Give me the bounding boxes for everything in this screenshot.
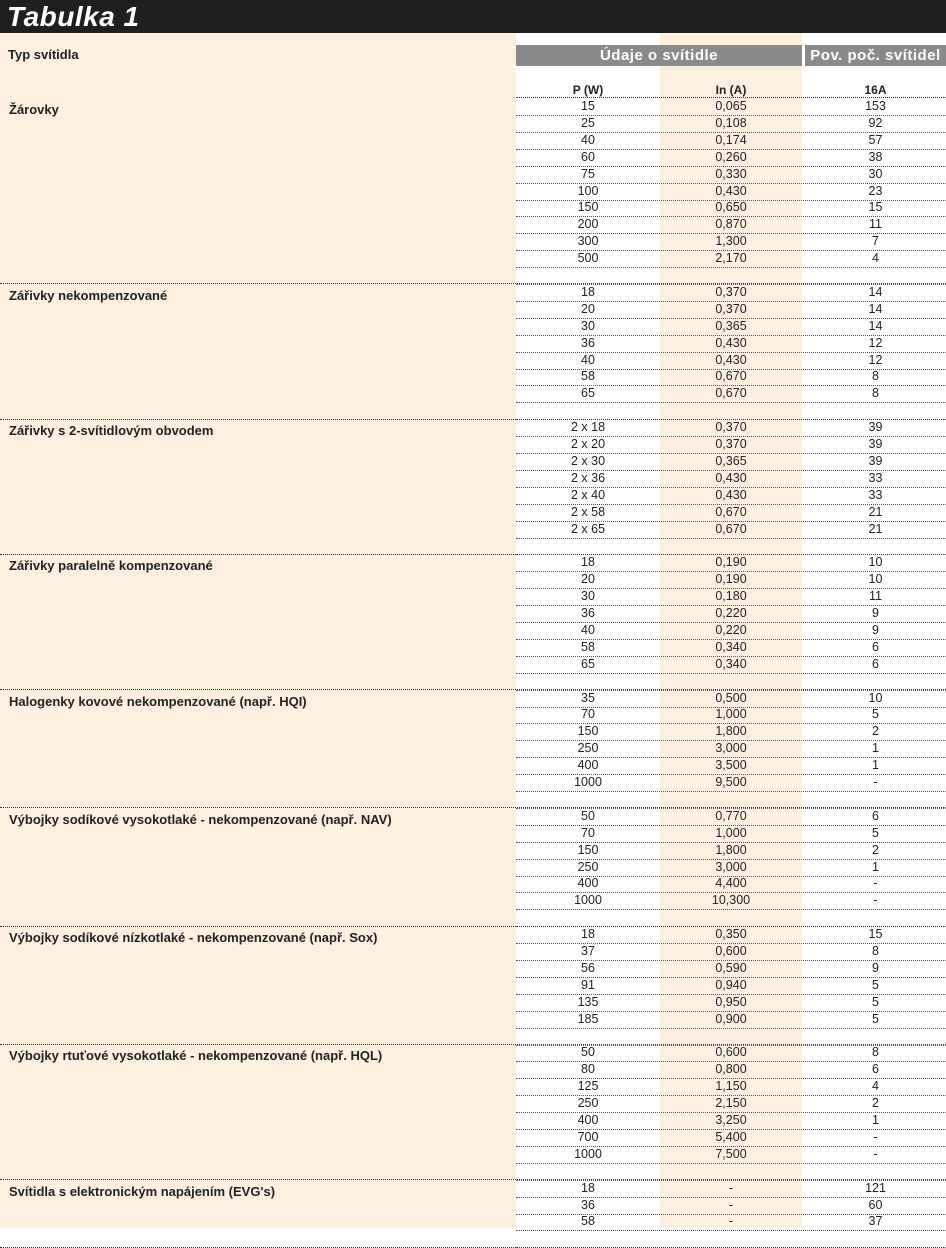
table-row	[516, 757, 946, 775]
cell-power: 50	[581, 1045, 595, 1060]
cell-power: 250	[577, 1096, 599, 1111]
cell-power: 135	[577, 994, 599, 1009]
table-row	[516, 335, 946, 353]
table-row	[516, 690, 946, 708]
table-row	[516, 926, 946, 944]
cell-power: 18	[581, 927, 595, 942]
table-row	[516, 166, 946, 184]
cell-current: 0,670	[715, 386, 747, 401]
table-row	[516, 639, 946, 657]
cell-count: 8	[872, 386, 879, 401]
cell-power: 2 x 20	[570, 437, 606, 451]
table-row	[516, 318, 946, 336]
cell-count: 10	[868, 555, 883, 570]
cell-current: 0,370	[715, 301, 747, 316]
cell-current: 0,370	[715, 437, 747, 451]
table-row	[516, 1146, 946, 1164]
table-row	[516, 774, 946, 792]
table-row	[516, 250, 946, 268]
cell-count: 33	[868, 470, 883, 485]
cell-count: 1	[872, 1113, 879, 1127]
cell-count: 5	[872, 977, 879, 992]
cell-power: 37	[581, 944, 595, 958]
cell-count: -	[873, 876, 878, 891]
cell-power: 100	[577, 183, 599, 198]
cell-power: 36	[581, 606, 595, 620]
cell-power: 18	[581, 555, 595, 570]
spacer-row	[516, 402, 946, 420]
cell-count: -	[873, 775, 878, 789]
table-row	[516, 605, 946, 623]
table-row	[516, 943, 946, 961]
cell-count: 12	[868, 352, 883, 367]
cell-power: 65	[581, 656, 595, 671]
table-row	[516, 301, 946, 319]
cell-count: 8	[872, 369, 879, 384]
spacer-row	[516, 909, 946, 927]
group-label: Výbojky sodíkové vysokotlaké - nekompenzované (např. NAV)	[9, 811, 392, 827]
cell-power: 700	[577, 1129, 599, 1144]
cell-power: 250	[577, 741, 599, 756]
cell-count: 14	[868, 318, 883, 333]
spacer-row	[516, 1163, 946, 1181]
cell-power: 2 x 58	[570, 504, 606, 519]
group-label: Halogenky kovové nekompenzované (např. HQI)	[9, 693, 307, 709]
cell-current: 0,340	[715, 656, 747, 671]
table-row	[516, 1061, 946, 1079]
table-row	[516, 1078, 946, 1096]
cell-current: 0,190	[715, 555, 747, 570]
cell-count: -	[873, 893, 878, 908]
cell-current: 0,590	[715, 960, 747, 975]
cell-current: 0,430	[715, 183, 747, 198]
spacer-row	[516, 673, 946, 691]
cell-count: 2	[872, 724, 879, 739]
cell-current: 3,500	[715, 758, 747, 773]
table-row	[516, 1197, 946, 1215]
cell-current: 9,500	[715, 775, 747, 789]
cell-count: 9	[872, 622, 879, 637]
group-label: Zářivky paralelně kompenzované	[9, 558, 213, 574]
cell-current: 0,108	[715, 115, 747, 130]
cell-power: 2 x 65	[570, 521, 606, 536]
cell-current: 10,300	[711, 893, 751, 908]
cell-count: 8	[872, 944, 879, 958]
cell-count: 92	[868, 115, 883, 130]
cell-power: 40	[581, 622, 595, 637]
table-title: Tabulka 1	[7, 1, 140, 32]
cell-power: 15	[581, 99, 595, 113]
cell-count: 5	[872, 994, 879, 1009]
table-row	[516, 115, 946, 133]
table-row	[516, 892, 946, 910]
cell-count: 153	[865, 99, 886, 113]
cell-power: 200	[577, 217, 599, 232]
cell-current: 0,430	[715, 335, 747, 350]
cell-current: 0,340	[715, 639, 747, 654]
column-header-16a: 16A	[864, 83, 887, 97]
cell-count: 6	[872, 656, 879, 671]
cell-count: 30	[868, 166, 883, 181]
cell-current: 0,670	[715, 369, 747, 384]
table-row	[516, 622, 946, 640]
table-row	[516, 706, 946, 724]
table-row	[516, 1112, 946, 1130]
group-label: Svítidla s elektronickým napájením (EVG's)	[9, 1183, 276, 1199]
cell-count: 21	[868, 521, 883, 536]
cell-count: 60	[868, 1197, 883, 1212]
cell-current: 0,800	[715, 1062, 747, 1077]
cell-count: 57	[868, 132, 883, 147]
cell-power: 400	[577, 876, 599, 891]
cell-current: -	[728, 1214, 734, 1229]
cell-count: 39	[868, 437, 883, 451]
cell-current: 0,500	[715, 690, 747, 705]
cell-current: 5,400	[715, 1129, 747, 1144]
cell-power: 65	[581, 386, 595, 401]
cell-current: 0,940	[715, 977, 747, 992]
cell-current: 1,150	[715, 1079, 747, 1094]
cell-count: 1	[872, 741, 879, 756]
cell-power: 18	[581, 1180, 595, 1195]
cell-current: 0,365	[715, 318, 747, 333]
cell-count: 1	[872, 859, 879, 874]
table-row	[516, 521, 946, 539]
cell-power: 50	[581, 808, 595, 823]
group-label: Zářivky s 2-svítidlovým obvodem	[9, 423, 214, 439]
cell-current: 0,350	[715, 927, 747, 942]
table-row	[516, 723, 946, 741]
table-row	[516, 453, 946, 471]
spacer-row	[516, 791, 946, 809]
cell-power: 2 x 40	[570, 487, 606, 502]
cell-power: 1000	[574, 775, 602, 789]
cell-current: -	[728, 1180, 734, 1195]
cell-count: 14	[868, 284, 883, 299]
cell-power: 30	[581, 318, 595, 333]
cell-current: 2,150	[715, 1096, 747, 1111]
cell-count: 11	[869, 589, 882, 604]
cell-power: 400	[577, 758, 599, 773]
cell-current: 0,220	[715, 622, 747, 637]
cell-count: 5	[872, 825, 879, 840]
cell-current: 0,330	[715, 166, 747, 181]
cell-power: 40	[581, 352, 595, 367]
cell-count: 10	[868, 690, 883, 705]
table-row	[516, 385, 946, 403]
cell-current: 0,180	[715, 589, 747, 604]
spacer-row	[516, 537, 946, 555]
table-row	[516, 368, 946, 386]
cell-current: 0,600	[715, 944, 747, 958]
cell-count: 9	[872, 606, 879, 620]
cell-count: 4	[872, 1079, 879, 1094]
cell-count: 38	[868, 149, 883, 164]
table-row	[516, 470, 946, 488]
cell-power: 400	[577, 1113, 599, 1127]
table-row	[516, 859, 946, 877]
cell-current: 0,870	[715, 217, 747, 232]
cell-current: 0,430	[715, 352, 747, 367]
column-header-current: In (A)	[715, 83, 747, 97]
cell-current: 2,170	[715, 251, 747, 266]
cell-power: 2 x 18	[570, 420, 606, 435]
cell-current: 0,430	[715, 487, 747, 502]
cell-count: 6	[872, 639, 879, 654]
spacer-row	[516, 1028, 946, 1046]
cell-current: 0,370	[715, 420, 747, 435]
table-row	[516, 436, 946, 454]
table-row	[516, 284, 946, 302]
table-row	[516, 994, 946, 1012]
cell-count: 6	[872, 808, 879, 823]
cell-count: 12	[868, 335, 883, 350]
cell-count: 11	[869, 217, 882, 232]
cell-current: 0,670	[715, 521, 747, 536]
cell-count: 21	[868, 504, 883, 519]
cell-current: 1,800	[715, 842, 747, 857]
table-row	[516, 132, 946, 150]
cell-current: 1,000	[715, 825, 747, 840]
table-row	[516, 842, 946, 860]
cell-count: 8	[872, 1045, 879, 1060]
table-row	[516, 588, 946, 606]
header-allowed-count: Pov. poč. svítidel	[805, 45, 946, 66]
cell-power: 75	[581, 166, 595, 181]
cell-current: 0,365	[715, 453, 747, 468]
cell-current: 0,670	[715, 504, 747, 519]
table-row	[516, 977, 946, 995]
title-bar	[0, 0, 946, 33]
cell-power: 30	[581, 589, 595, 604]
group-label: Zářivky nekompenzované	[9, 287, 168, 303]
table-row	[516, 352, 946, 370]
cell-count: 5	[872, 707, 879, 722]
cell-power: 36	[581, 335, 595, 350]
cell-current: 0,650	[715, 200, 747, 215]
table-row	[516, 960, 946, 978]
table-row	[516, 183, 946, 201]
cell-power: 2 x 30	[570, 453, 606, 468]
table-row	[516, 1044, 946, 1062]
spacer-row	[516, 1230, 946, 1248]
cell-current: 0,190	[715, 572, 747, 587]
table-row	[516, 419, 946, 437]
cell-count: -	[873, 1129, 878, 1144]
cell-count: 6	[872, 1062, 879, 1077]
cell-count: 10	[868, 572, 883, 587]
cell-count: 2	[872, 842, 879, 857]
cell-current: 0,600	[715, 1045, 747, 1060]
table-row	[516, 233, 946, 251]
table-row	[516, 199, 946, 217]
cell-current: 1,000	[715, 707, 747, 722]
cell-power: 500	[577, 251, 599, 266]
cell-current: 0,065	[715, 99, 747, 113]
table-row	[516, 808, 946, 826]
cell-power: 80	[581, 1062, 595, 1077]
cell-power: 20	[581, 301, 595, 316]
cell-count: 7	[872, 234, 879, 249]
cell-current: 0,770	[715, 808, 747, 823]
cell-current: 0,900	[715, 1011, 747, 1026]
cell-power: 56	[581, 960, 595, 975]
cell-power: 1000	[574, 893, 602, 908]
cell-count: 9	[872, 960, 879, 975]
table-row	[516, 1213, 946, 1231]
column-header-power: P (W)	[572, 83, 604, 97]
cell-power: 70	[581, 825, 595, 840]
cell-power: 70	[581, 707, 595, 722]
table-row	[516, 1095, 946, 1113]
table-row	[516, 504, 946, 522]
cell-count: -	[873, 1146, 878, 1161]
group-label: Výbojky rtuťové vysokotlaké - nekompenzované (např. HQL)	[9, 1048, 383, 1064]
cell-power: 40	[581, 132, 595, 147]
table-row	[516, 825, 946, 843]
cell-current: 1,800	[715, 724, 747, 739]
table-row	[516, 1129, 946, 1147]
table-row	[516, 571, 946, 589]
table-row	[516, 149, 946, 167]
cell-current: 0,950	[715, 994, 747, 1009]
cell-power: 58	[581, 1214, 595, 1229]
spacer-row	[516, 267, 946, 285]
cell-power: 91	[581, 977, 595, 992]
cell-count: 15	[868, 927, 883, 942]
cell-current: 0,370	[715, 284, 747, 299]
cell-count: 37	[868, 1214, 883, 1229]
cell-count: 15	[868, 200, 883, 215]
header-fixture-data: Údaje o svítidle	[516, 45, 802, 66]
table-row	[516, 554, 946, 572]
cell-power: 20	[581, 572, 595, 587]
table-row	[516, 487, 946, 505]
group-label: Výbojky sodíkové nízkotlaké - nekompenzované (např. Sox)	[9, 930, 378, 946]
cell-count: 121	[865, 1180, 886, 1195]
cell-count: 14	[868, 301, 883, 316]
cell-current: 3,000	[715, 741, 747, 756]
cell-power: 125	[577, 1079, 599, 1094]
cell-count: 23	[868, 183, 883, 198]
table-row	[516, 656, 946, 674]
cell-power: 150	[577, 842, 599, 857]
cell-power: 2 x 36	[570, 470, 606, 485]
cell-count: 1	[872, 758, 879, 773]
cell-power: 150	[577, 200, 599, 215]
cell-count: 33	[868, 487, 883, 502]
table-row	[516, 216, 946, 234]
table-row	[516, 1011, 946, 1029]
cell-count: 2	[872, 1096, 879, 1111]
cell-power: 1000	[574, 1146, 602, 1161]
cell-power: 35	[581, 690, 595, 705]
cell-power: 18	[581, 284, 595, 299]
cell-current: -	[728, 1197, 734, 1212]
cell-power: 58	[581, 639, 595, 654]
cell-current: 0,430	[715, 470, 747, 485]
cell-current: 1,300	[715, 234, 747, 249]
table-row	[516, 1180, 946, 1198]
cell-power: 36	[581, 1197, 595, 1212]
cell-current: 3,000	[715, 859, 747, 874]
cell-power: 60	[581, 149, 595, 164]
group-label: Žárovky	[9, 102, 59, 117]
cell-current: 0,260	[715, 149, 747, 164]
cell-current: 0,174	[715, 132, 747, 147]
cell-count: 39	[868, 420, 883, 435]
cell-power: 250	[577, 859, 599, 874]
header-type: Typ svítidla	[8, 47, 79, 62]
cell-current: 4,400	[715, 876, 747, 891]
cell-power: 25	[581, 115, 595, 130]
cell-count: 4	[872, 251, 879, 266]
cell-power: 150	[577, 724, 599, 739]
table-row	[516, 740, 946, 758]
cell-power: 185	[577, 1011, 599, 1026]
cell-current: 3,250	[715, 1113, 747, 1127]
cell-count: 5	[872, 1011, 879, 1026]
cell-power: 58	[581, 369, 595, 384]
table-row	[516, 875, 946, 893]
cell-count: 39	[868, 453, 883, 468]
table-row	[516, 98, 946, 116]
cell-current: 0,220	[715, 606, 747, 620]
cell-power: 300	[577, 234, 599, 249]
cell-current: 7,500	[715, 1146, 747, 1161]
